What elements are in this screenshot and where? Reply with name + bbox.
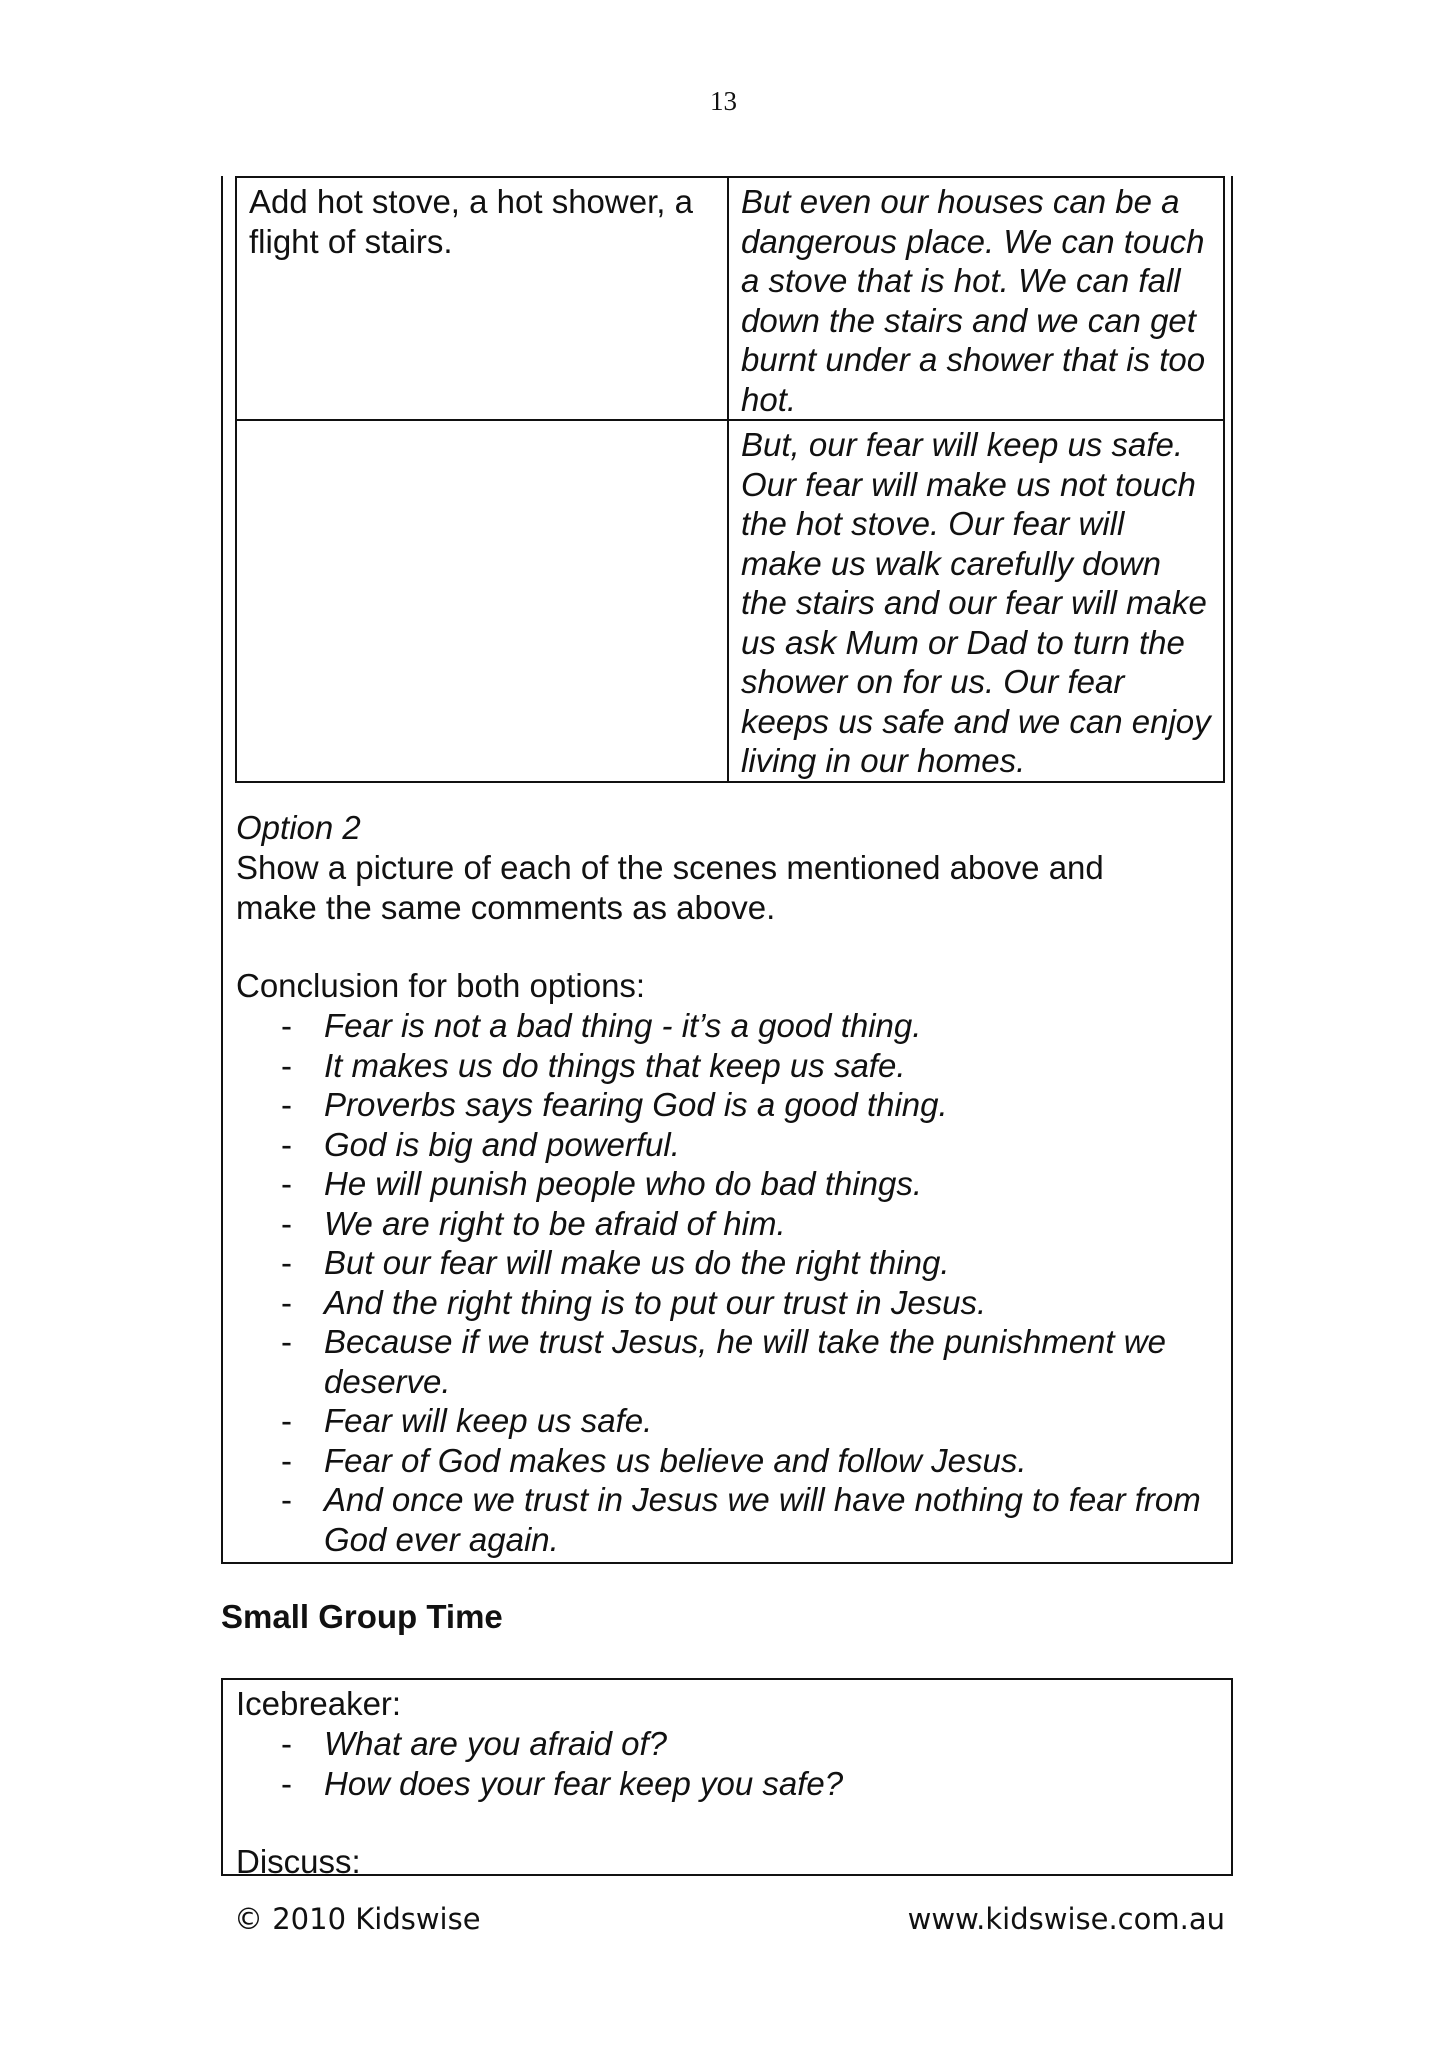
icebreaker-list	[236, 1724, 1226, 1803]
section-heading: Small Group Time	[221, 1598, 503, 1635]
list-item: - What are you afraid of?	[236, 1724, 1226, 1764]
table-row	[236, 177, 1224, 420]
list-item: - Fear is not a bad thing - it’s a good thing.	[236, 1006, 1226, 1046]
list-item: - Because if we trust Jesus, he will take the punishment we deserve.	[236, 1322, 1226, 1401]
footer-copyright: © 2010 Kidswise	[234, 1902, 481, 1936]
table-cell-action	[236, 420, 728, 782]
table-cell-script: But, our fear will keep us safe. Our fear will make us not touch the hot stove. Our fear will make us walk carefully down the stairs and our fear will make us ask Mum or Dad to turn the shower on for us. Our fear keeps us safe and we can enjoy living in our homes.	[728, 420, 1224, 782]
activity-table	[235, 176, 1225, 783]
conclusion-heading: Conclusion for both options:	[236, 967, 646, 1004]
list-item: - He will punish people who do bad things.	[236, 1164, 1226, 1204]
list-item: - And the right thing is to put our trust in Jesus.	[236, 1283, 1226, 1323]
icebreaker-label: Icebreaker:	[236, 1685, 402, 1722]
list-item: - But our fear will make us do the right thing.	[236, 1243, 1226, 1283]
list-item: - How does your fear keep you safe?	[236, 1764, 1226, 1804]
option2-heading: Option 2	[236, 809, 361, 846]
option2-text: Show a picture of each of the scenes mentioned above and make the same comments as above.	[236, 849, 1104, 926]
list-item: - We are right to be afraid of him.	[236, 1204, 1226, 1244]
conclusion-list	[236, 1006, 1226, 1559]
list-item: - It makes us do things that keep us safe.	[236, 1046, 1226, 1086]
list-item: - God is big and powerful.	[236, 1125, 1226, 1165]
footer-website: www.kidswise.com.au	[907, 1902, 1225, 1936]
page-number: 13	[710, 86, 737, 116]
list-item: - And once we trust in Jesus we will have nothing to fear from God ever again.	[236, 1480, 1226, 1559]
list-item: - Fear will keep us safe.	[236, 1401, 1226, 1441]
table-cell-action: Add hot stove, a hot shower, a flight of stairs.	[236, 177, 728, 420]
list-item: - Proverbs says fearing God is a good thing.	[236, 1085, 1226, 1125]
discuss-label: Discuss:	[236, 1843, 361, 1880]
list-item: - Fear of God makes us believe and follow Jesus.	[236, 1441, 1226, 1481]
table-row	[236, 420, 1224, 782]
table-cell-script: But even our houses can be a dangerous place. We can touch a stove that is hot. We can fall down the stairs and we can get burnt under a shower that is too hot.	[728, 177, 1224, 420]
